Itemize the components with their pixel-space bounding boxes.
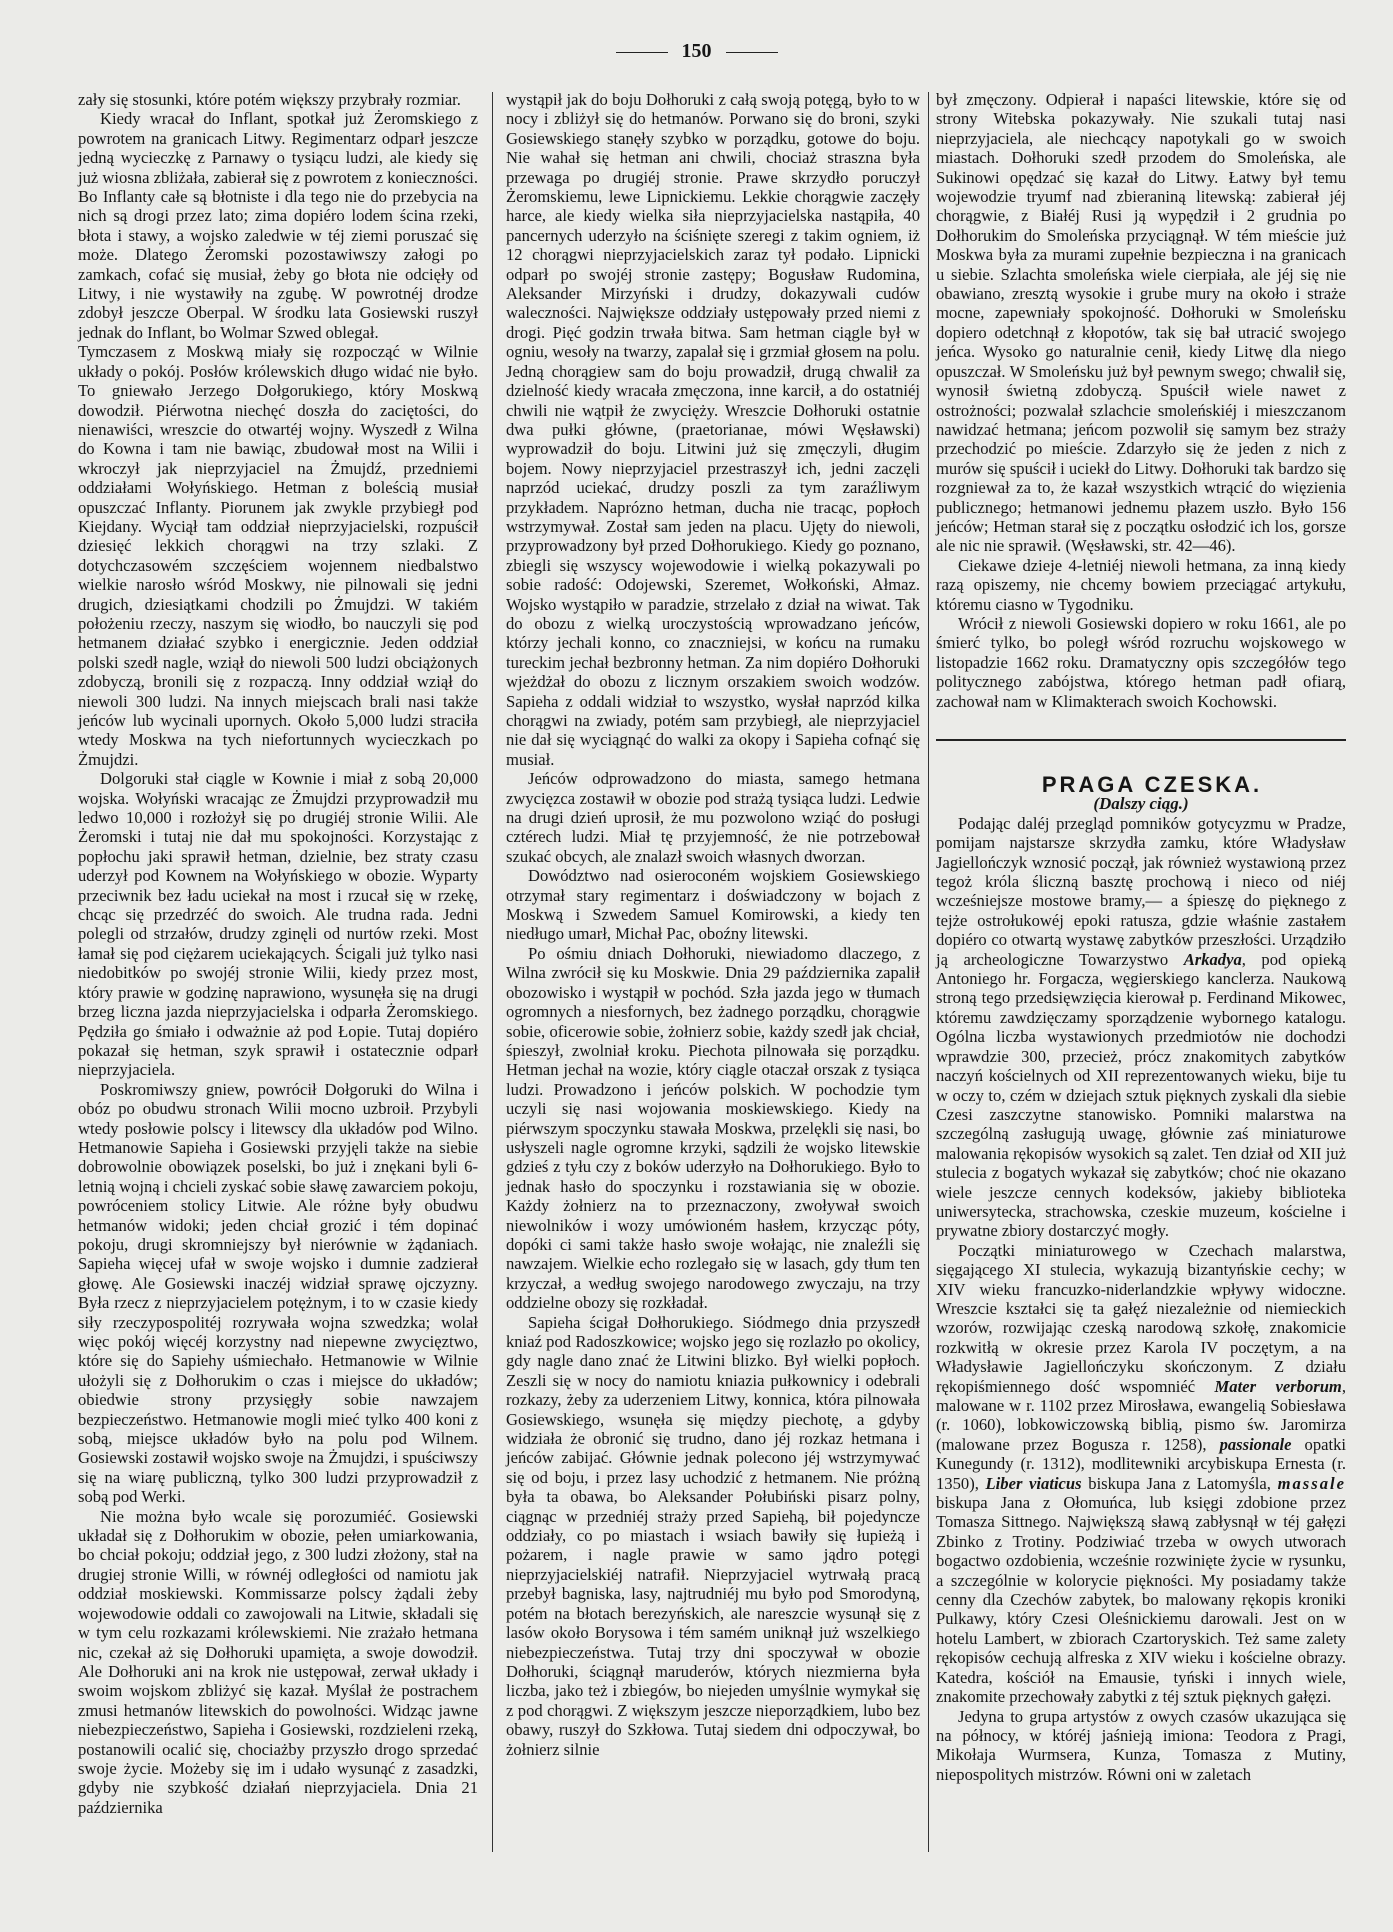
paragraph: Po ośmiu dniach Dołhoruki, niewiadomo dlaczego, z Wilna zwrócił się ku Moskwie. Dnia 29 października zapalił obozowisko i wystąpił w pochód. Szła jazda jego w tłumach ogromnych a niesfornych, bez żadnego porządku, chorągwie sobie, oficerowie sobie, żołnierz sobie, każdy szedł jak chciał, śpieszył, zwolniał kroku. Piechota pilnowała się porządku. Hetman jechał na wozie, który ciągle otaczał orszak z tysiąca ludzi. Prowadzono i jeńców polskich. W pochodzie tym uczyli się nasi wojowania moskiewskiego. Kiedy na piérwszym spoczynku stawała Moskwa, przelękli się nasi, bo usłyszeli nagle ogromne krzyki, sądzili że wojsko litewskie gdzieś z tyłu czy z boków uderzyło na Dołhorukiego. Było to jednak hasło do spoczynku i rozstawiania się w obozie. Każdy żołnierz na to przeznaczony, zwoływał swoich niewolników i wozy umówioném hasłem, krzycząc póty, dopóki ci sami także hasło swoje wołając, nie znaleźli się nawzajem. Wielkie echo rozlegało się w lasach, gdy tłum ten krzyczał, a według swojego narodowego zwyczaju, na trzy oddzielne obozy się rozkładał. [506, 943, 920, 1313]
text: opatki Kunegundy (r. 1312), modlitewniki arcybiskupa Ernesta (r. 1350), [936, 1434, 1346, 1493]
page-number [0, 40, 1393, 63]
italic-term: Arkadya [1183, 949, 1242, 969]
article-subtitle: (Dalszy ciąg.) [1093, 794, 1189, 814]
column-2 [506, 90, 920, 1759]
paragraph: Dowództwo nad osieroconém wojskiem Gosiewskiego otrzymał stary regimentarz i doświadczony w bojach z Moskwą i Szwedem Samuel Komirowski, a kiedy ten niedługo umarł, Michał Pac, oboźny litewski. [506, 866, 920, 944]
text: biskupa Jana z Latomyśla, [1081, 1473, 1278, 1493]
text: Początki miniaturowego w Czechach malarstwa, sięgającego XI stulecia, wykazują bizantyńskie cechy; w XIV wieku francuzko-niderlandzkie wpływy widoczne. Wreszcie kształci się ta gałęź niezależnie od niemieckich wzorów, rozwijając czeską narodową szkołę, znakomicie rozkwitłą w okresie przez Karola IV poczętym, a na Władysławie Jagiellończyku skończonym. Z działu rękopiśmiennego dość wspomniéć [936, 1240, 1346, 1396]
paragraph [936, 814, 1346, 1241]
text: Podając daléj przegląd pomników gotycyzmu w Pradze, pomijam najstarsze skrzydła zamku, które Władysław Jagiellończyk wznosić począł, jak również wystawioną przez tegoż króla śliczną basztę prochową i nieco od niéj wcześniejsze mostowe bramy,— a śpieszę do pięknego z tejże ostrołukowéj epoki ratusza, gdzie właśnie zastałem dopiéro co otwartą wystawę zabytków przeszłości. Urządziło ją archeologiczne Towarzystwo [936, 813, 1346, 969]
column-3 [936, 90, 1346, 1784]
paragraph: Sapieha ścigał Dołhorukiego. Siódmego dnia przyszedł kniaź pod Radoszkowice; wojsko jego się rozlazło po okolicy, gdy nagle dano znać że Litwini blizko. Był wielki popłoch. Zeszli się w nocy do namiotu kniazia pułkownicy i odebrali rozkazy, żeby za uderzeniem Litwy, konnica, która pilnowała Gosiewskiego, wsunęła się między piechotę, a gdyby widziała że obronić się trudno, dano jéj rozkaz hetmana i jeńców zabijać. Głównie jednak polecono jéj wstrzymywać się od boju, i przez lasy uchodzić z hetmanem. Nie próżną była ta obawa, bo Aleksander Połubiński pisarz polny, ciągnąc w przedniéj straży przed Sapiehą, bił pojedyncze oddziały, co po miastach i wsiach bawiły się łupieżą i pożarem, i nagle prawie w samo jądro potęgi nieprzyjacielskiéj natrafił. Nieprzyjaciel wytrwałą pracą przebył bagniska, lasy, najtrudniéj mu było pod Smorodyną, potém na błotach berezyńskich, ale nareszcie wysunął się z lasów około Borysowa i tém samém uniknął już wszelkiego niebezpieczeństwa. Tutaj trzy dni spoczywał w obozie Dołhoruki, ściągnął maruderów, których niezmierna była liczba, jako też i zbiegów, bo niejeden umyślnie wymykał się z pod chorągwi. Z większym jeszcze nieporządkiem, lubo bez obawy, ruszył do Szkłowa. Tutaj siedem dni odpoczywał, bo żołnierz silnie [506, 1312, 920, 1759]
paragraph: Kiedy wracał do Inflant, spotkał już Żeromskiego z powrotem na granicach Litwy. Regimentarz odparł jeszcze jedną wycieczkę z Parnawy o tysiącu ludzi, ale kiedy się już wiosna zbliżała, zabierał się z powrotem z konieczności. Bo Inflanty całe są błotniste i dla tego nie do przebycia na nich są drogi przez lato; zima dopiéro lodem ścina rzeki, błota i stawy, a wojsko zaledwie w téj ziemi poruszać się może. Dlatego Żeromski pozostawiwszy załogi po zamkach, cofać się musiał, żeby go błota nie odcięły od Litwy, i nie wystawiły na zgubę. W powrotnéj drodze zdobył jeszcze Oberpal. W środku lata Gosiewski ruszył jednak do Inflant, bo Wolmar Szwed oblegał. [78, 109, 478, 342]
italic-term: Mater verborum [1214, 1376, 1342, 1396]
paragraph: Dolgoruki stał ciągle w Kownie i miał z sobą 20,000 wojska. Wołyński wracając ze Żmujdzi przyprowadził mu ledwo 10,000 i rozłożył się po drugiéj stronie Wilii. Ale Żeromski i tutaj nie dał mu spokojności. Korzystając z popłochu jaki sprawił hetman, dzielnie, bez straty czasu uderzył pod Kownem na Wołyńskiego w obozie. Wyparty przeciwnik bez ładu uciekał na most i rzucał się w rzekę, chcąc się przedrzéć do swoich. Ale trudna rada. Jedni polegli od strzałów, drudzy zginęli od nurtów rzeki. Most łamał się pod ciężarem uciekających. Ścigali już tylko nasi niedobitków po swojéj stronie Wilii, kiedy przez most, który prawie w godzinę naprawiono, wysunęła się na drugi brzeg liczna jazda nieprzyjacielska i odparła Żeromskiego. Pędziła go śmiało i odważnie aż pod Łopie. Tutaj dopiéro pokazał się hetman, szyk sprawił i ostatecznie odparł nieprzyjaciela. [78, 769, 478, 1080]
text: , malowane w r. 1102 przez Mirosława, ewangelią Sobiesława (r. 1060), lobkowiczowską biblią, pismo św. Jaromirza (malowane przez Bogusza r. 1258), [936, 1376, 1346, 1454]
page-number-rule-left [616, 52, 668, 53]
paragraph: był zmęczony. Odpierał i napaści litewskie, które się od strony Witebska pokazywały. Nie szukali tutaj nasi nieprzyjaciela, ale niechcący napotykali go w swoich miastach. Dołhoruki szedł przodem do Smoleńska, ale Sukinowi opędzać się kazał do Litwy. Łatwy był temu wojewodzie tryumf nad zbieraniną litewską: zabierał jéj chorągwie, z Białéj Rusi ją wypędził i 2 grudnia po Dołhorukim do Smoleńska przyciągnął. W tém mieście już Moskwa była za murami zupełnie bezpieczna i na granicach u siebie. Szlachta smoleńska wiele cierpiała, ale jéj się nie obawiano, zresztą wysokie i grube mury na około i straże mocne, zapewniały spokojność. Dołhoruki w Smoleńsku dopiero odetchnął z kłopotów, tak się bał utracić swojego jeńca. Wysoko go naturalnie cenił, kiedy Litwę dla niego opuszczał. W Smoleńsku już był pewnym swego; chwalił się, wynosił świetną zdobyczą. Spuścił wiele nawet z ostrożności; pozwalał szlachcie smoleńskiéj i mieszczanom nawidzać hetmana; jeńcom pozwolił się samym bez straży przechodzić po mieście. Zdarzyło się że jeden z nich z murów się spuścił i uciekł do Litwy. Dołhoruki tak bardzo się rozgniewał za to, że kazał wszystkich wtrącić do więzienia publicznego; hetmanowi jednemu płazem uszło. Było 156 jeńców; Hetman starał się z początku osłodzić ich los, gorsze ale nic nie sprawił. (Węsławski, str. 42—46). [936, 90, 1346, 556]
page-number-rule-right [726, 52, 778, 53]
column-1 [78, 90, 478, 1817]
paragraph: Jedyna to grupa artystów z owych czasów ukazująca się na północy, w któréj jaśnieją imiona: Teodora z Pragi, Mikołaja Wurmsera, Kunza, Tomasza z Mutiny, niepospolitych mistrzów. Równi oni w zaletach [936, 1706, 1346, 1784]
paragraph: wystąpił jak do boju Dołhoruki z całą swoją potęgą, było to w nocy i zbliżył się do hetmanów. Porwano się do broni, szyki Gosiewskiego stanęły szybko w porządku, gotowe do boju. Nie wahał się hetman ani chwili, chociaż straszna była przewaga po drugiéj stronie. Prawe skrzydło poruczył Żeromskiemu, lewe Lipnickiemu. Lekkie chorągwie zaczęły harce, ale kiedy wielka siła nieprzyjacielska nastąpiła, 40 pancernych uderzyło na ściśnięte szeregi z takim ogniem, iż 12 chorągwi nieprzyjacielskich zaraz tył podało. Lipnicki odparł po swojéj stronie zastępy; Bogusław Rudomina, Aleksander Mirzyński i drudzy, dokazywali cudów waleczności. Największe oddziały ustępowały przed niemi z drogi. Pięć godzin trwała bitwa. Sam hetman ciągle był w ogniu, wesoły na twarzy, zapalał się i grzmiał głosem na polu. Jedną chorągiew sam do boju prowadził, drugą chwalił za dzielność kiedy wracała zmęczona, inne karcił, a do ostatniéj chwili nie wątpił że zwycięży. Wreszcie Dołhoruki ostatnie dwa pułki główne, (praetorianae, mówi Węsławski) wyprowadził do boju. Litwini już się zmęczyli, długim bojem. Nowy nieprzyjaciel przestraszył ich, jedni zaczęli naprzód uciekać, drudzy poszli za tym zaraźliwym przykładem. Naprózno hetman, ducha nie tracąc, popłoch wstrzymywał. Został sam jeden na placu. Ujęty do niewoli, przyprowadzony był przed Dołhorukiego. Kiedy go poznano, zbiegli się wszyscy wojewodowie i wielką pokazywali po sobie radość: Odojewski, Szeremet, Wołkoński, Ałmaz. Wojsko wystąpiło w paradzie, strzelało z dział na wiwat. Tak do obozu z wielką uroczystością wprowadzano jeńców, którzy jechali konno, co znaczniejsi, w końcu na rumaku tureckim jechał bezbronny hetman. Za nim dopiéro Dołhoruki wjeżdżał do obozu z licznym orszakiem swoich wodzów. Sapieha z oddali widział to wszystko, wysłał naprzód kilka chorągwi na zwiady, potém sam przybiegł, ale nieprzyjaciel nie dał się wyciągnąć do walki za okopy i Sapieha cofnąć się musiał. [506, 90, 920, 769]
paragraph: Jeńców odprowadzono do miasta, samego hetmana zwycięzca zostawił w obozie pod strażą tysiąca ludzi. Ledwie na drugi dzień uprosił, że mu pozwolono wziąć do posługi cztérech ludzi. Miał tę przyjemność, że nie potrzebował szukać obcych, ale znalazł swoich własnych dworzan. [506, 769, 920, 866]
text: , pod opieką Antoniego hr. Forgacza, węgierskiego kanclerza. Naukową stroną tego przedsięwzięcia kierował p. Ferdinand Mikowec, któremu zawdzięczamy sporządzenie wybornego katalogu. Ogólna liczba wystawionych przedmiotów nie dochodzi wprawdzie 300, przecież, prócz znakomitych zabytków naczyń kościelnych od XII reprezentowanych wieku, bije tu w oczy to, czém w dziejach sztuk pięknych zyskali dla siebie Czesi zaszczytne stanowisko. Pomniki malarstwa na szczególną zasługują uwagę, głównie zaś miniaturowe malowania rękopisów wysokich są zalet. Ten dział od XII już stulecia z bogatych wykazał się zabytków; choć nie okazano wiele jeszcze cennych kodeksów, jakieby biblioteka uniwersytecka, strachowska, czeskie muzeum, kościelne i prywatne zbiory dostarczyć mogły. [936, 949, 1346, 1241]
paragraph: Ciekawe dzieje 4-letniéj niewoli hetmana, za inną kiedy razą opiszemy, nie chcemy bowiem przeciągać artykułu, któremu ciasno w Tygodniku. [936, 555, 1346, 614]
text: biskupa Jana z Ołomuńca, lub księgi zdobione przez Tomasza Sittnego. Największą sławą zabłysnął w téj gałęzi Zbinko z Trotiny. Podziwiać trzeba w owych utworach bogactwo ozdobienia, wcześnie rozwinięte życie w rysunku, a szczególnie w kolorycie piękności. My posiadamy także cenny dla Czechów zabytek, bo malowany rękopis kroniki Pulkawy, który Czesi Oleśnickiemu darowali. Jest on w hotelu Lambert, w zbiorach Czartoryskich. Też same zalety rękopisów cechują alfreska z XIV wieku i kościelne obrazy. Katedra, kościół na Emausie, tyński i innych wiele, znakomite przechowały zabytki z téj sztuk pięknych gałęzi. [936, 1493, 1346, 1707]
paragraph [936, 1241, 1346, 1707]
italic-term: Liber viaticus [985, 1473, 1082, 1493]
paragraph: zały się stosunki, które potém większy przybrały rozmiar. [78, 90, 461, 109]
column-divider [492, 92, 493, 1852]
paragraph: Tymczasem z Moskwą miały się rozpocząć w Wilnie układy o pokój. Posłów królewskich długo widać nie było. To gniewało Jerzego Dołgorukiego, który Moskwą dowodził. Piérwotna niechęć doszła do zaciętości, do nienawiści, wreszcie do otwartéj wojny. Wyszedł z Wilna do Kowna i tam nie bawiąc, zbudował most na Wilii i wkroczył jak nieprzyjaciel na Żmujdź, przedniemi oddziałami Wołyńskiego. Hetman z boleścią musiał opuszczać Inflanty. Piorunem jak zwykle przybiegł pod Kiejdany. Wyciął tam oddział nieprzyjacielski, rozpuścił dziesięć lekkich chorągwi na trzy szlaki. Z dotychczasowém szczęściem wojennem niedbalstwo wielkie narosło wśród Moskwy, nie pilnowali się jedni drugich, dziesiątkami chodzili po Żmujdzi. W takiém położeniu rzeczy, naszym się wiodło, bo nauczyli się pod hetmanem działać szybko i energicznie. Jeden oddział polski szedł nagle, wziął do niewoli 500 ludzi obciążonych zdobyczą, bronili się z rozpaczą. Inny oddział wziął do niewoli 300 ludzi. Na innych miejscach brali nasi także jeńców lub wycinali upornych. Około 5,000 ludzi straciła wtedy Moskwa na tych niefortunnych wycieczkach po Żmujdzi. [78, 342, 478, 769]
paragraph: Nie można było wcale się porozumiéć. Gosiewski układał się z Dołhorukim w obozie, pełen umiarkowania, bo chciał pokoju; oddział jego, z 300 ludzi złożony, stał na drugiej stronie Willi, w równéj odległości od namiotu jak oddział moskiewski. Kommissarze polscy żądali żeby wojewodowie oddali co zawojowali na Litwie, składali się w tym celu rozkazami królewskiemi. Nie zrażało hetmana nic, czekał aż się Dołhoruki upamięta, a swoje dowodził. Ale Dołhoruki ani na krok nie ustępował, zerwał układy i swoim wojskom zbliżyć się kazał. Myślał że postrachem zmusi hetmanów litewskich do powolności. Widząc jawne niebezpieczeństwo, Sapieha i Gosiewski, rozdzieleni rzeką, postanowili ocalić się, chociażby przyszło drogo sprzedać swoje życie. Możeby się im i udało wysunąć z zasadzki, gdyby nie szybkość działań nieprzyjaciela. Dnia 21 października [78, 1506, 478, 1817]
italic-term: passionale [1219, 1434, 1292, 1454]
paragraph: Wrócił z niewoli Gosiewski dopiero w roku 1661, ale po śmierć tylko, bo poległ wśród rozruchu wojskowego w listopadzie 1662 roku. Dramatyczny opis szczegółów tego politycznego zabójstwa, którego hetman padł ofiarą, zachował nam w Klimakterach swoich Kochowski. [936, 613, 1346, 711]
page-number-text: 150 [681, 40, 712, 62]
article-title: PRAGA CZESKA. [1041, 772, 1263, 797]
paragraph: Poskromiwszy gniew, powrócił Dołgoruki do Wilna i obóz po obudwu stronach Wilii mocno uzbroił. Przybyli wtedy posłowie polscy i litewscy dla układów pod Wilno. Hetmanowie Sapieha i Gosiewski przyjęli także na siebie dobrowolnie obowiązek poselski, bo już i znękani byli 6-letnią wojną i chcieli zyskać sobie sławę zawarciem pokoju, powróceniem stolicy Litwie. Ale różne były obudwu hetmanów widoki; jeden chciał grozić i tém dopinać pokoju, drugi skromniejszy był nierównie w żądaniach. Sapieha więcej ufał w swoje wojsko i dumnie zadzierał głowę. Ale Gosiewski inaczéj widział sprawę ojczyzny. Była rzecz z nieprzyjacielem potężnym, i to w czasie kiedy siły rzeczypospolitéj rozrywała wojna szwedzka; wolał więc pokój więcéj korzystny nad niepewne zwycięztwo, które się do Sapiehy uśmiechało. Hetmanowie w Wilnie ułożyli się z Dołhorukim o czas i miejsce do układów; obiedwie strony przysięgły sobie nawzajem bezpieczeństwo. Hetmanowie mogli mieć tylko 400 koni z sobą, miejsce układów było na polu pod Wilnem. Gosiewski zostawił wojsko swoje na Żmujdzi, i spuściwszy się na wiarę publiczną, tylko 300 ludzi przyprowadził z sobą pod Werki. [78, 1079, 478, 1507]
column-divider [928, 92, 929, 1852]
section-divider [936, 739, 1346, 741]
italic-term: massale [1277, 1473, 1346, 1493]
